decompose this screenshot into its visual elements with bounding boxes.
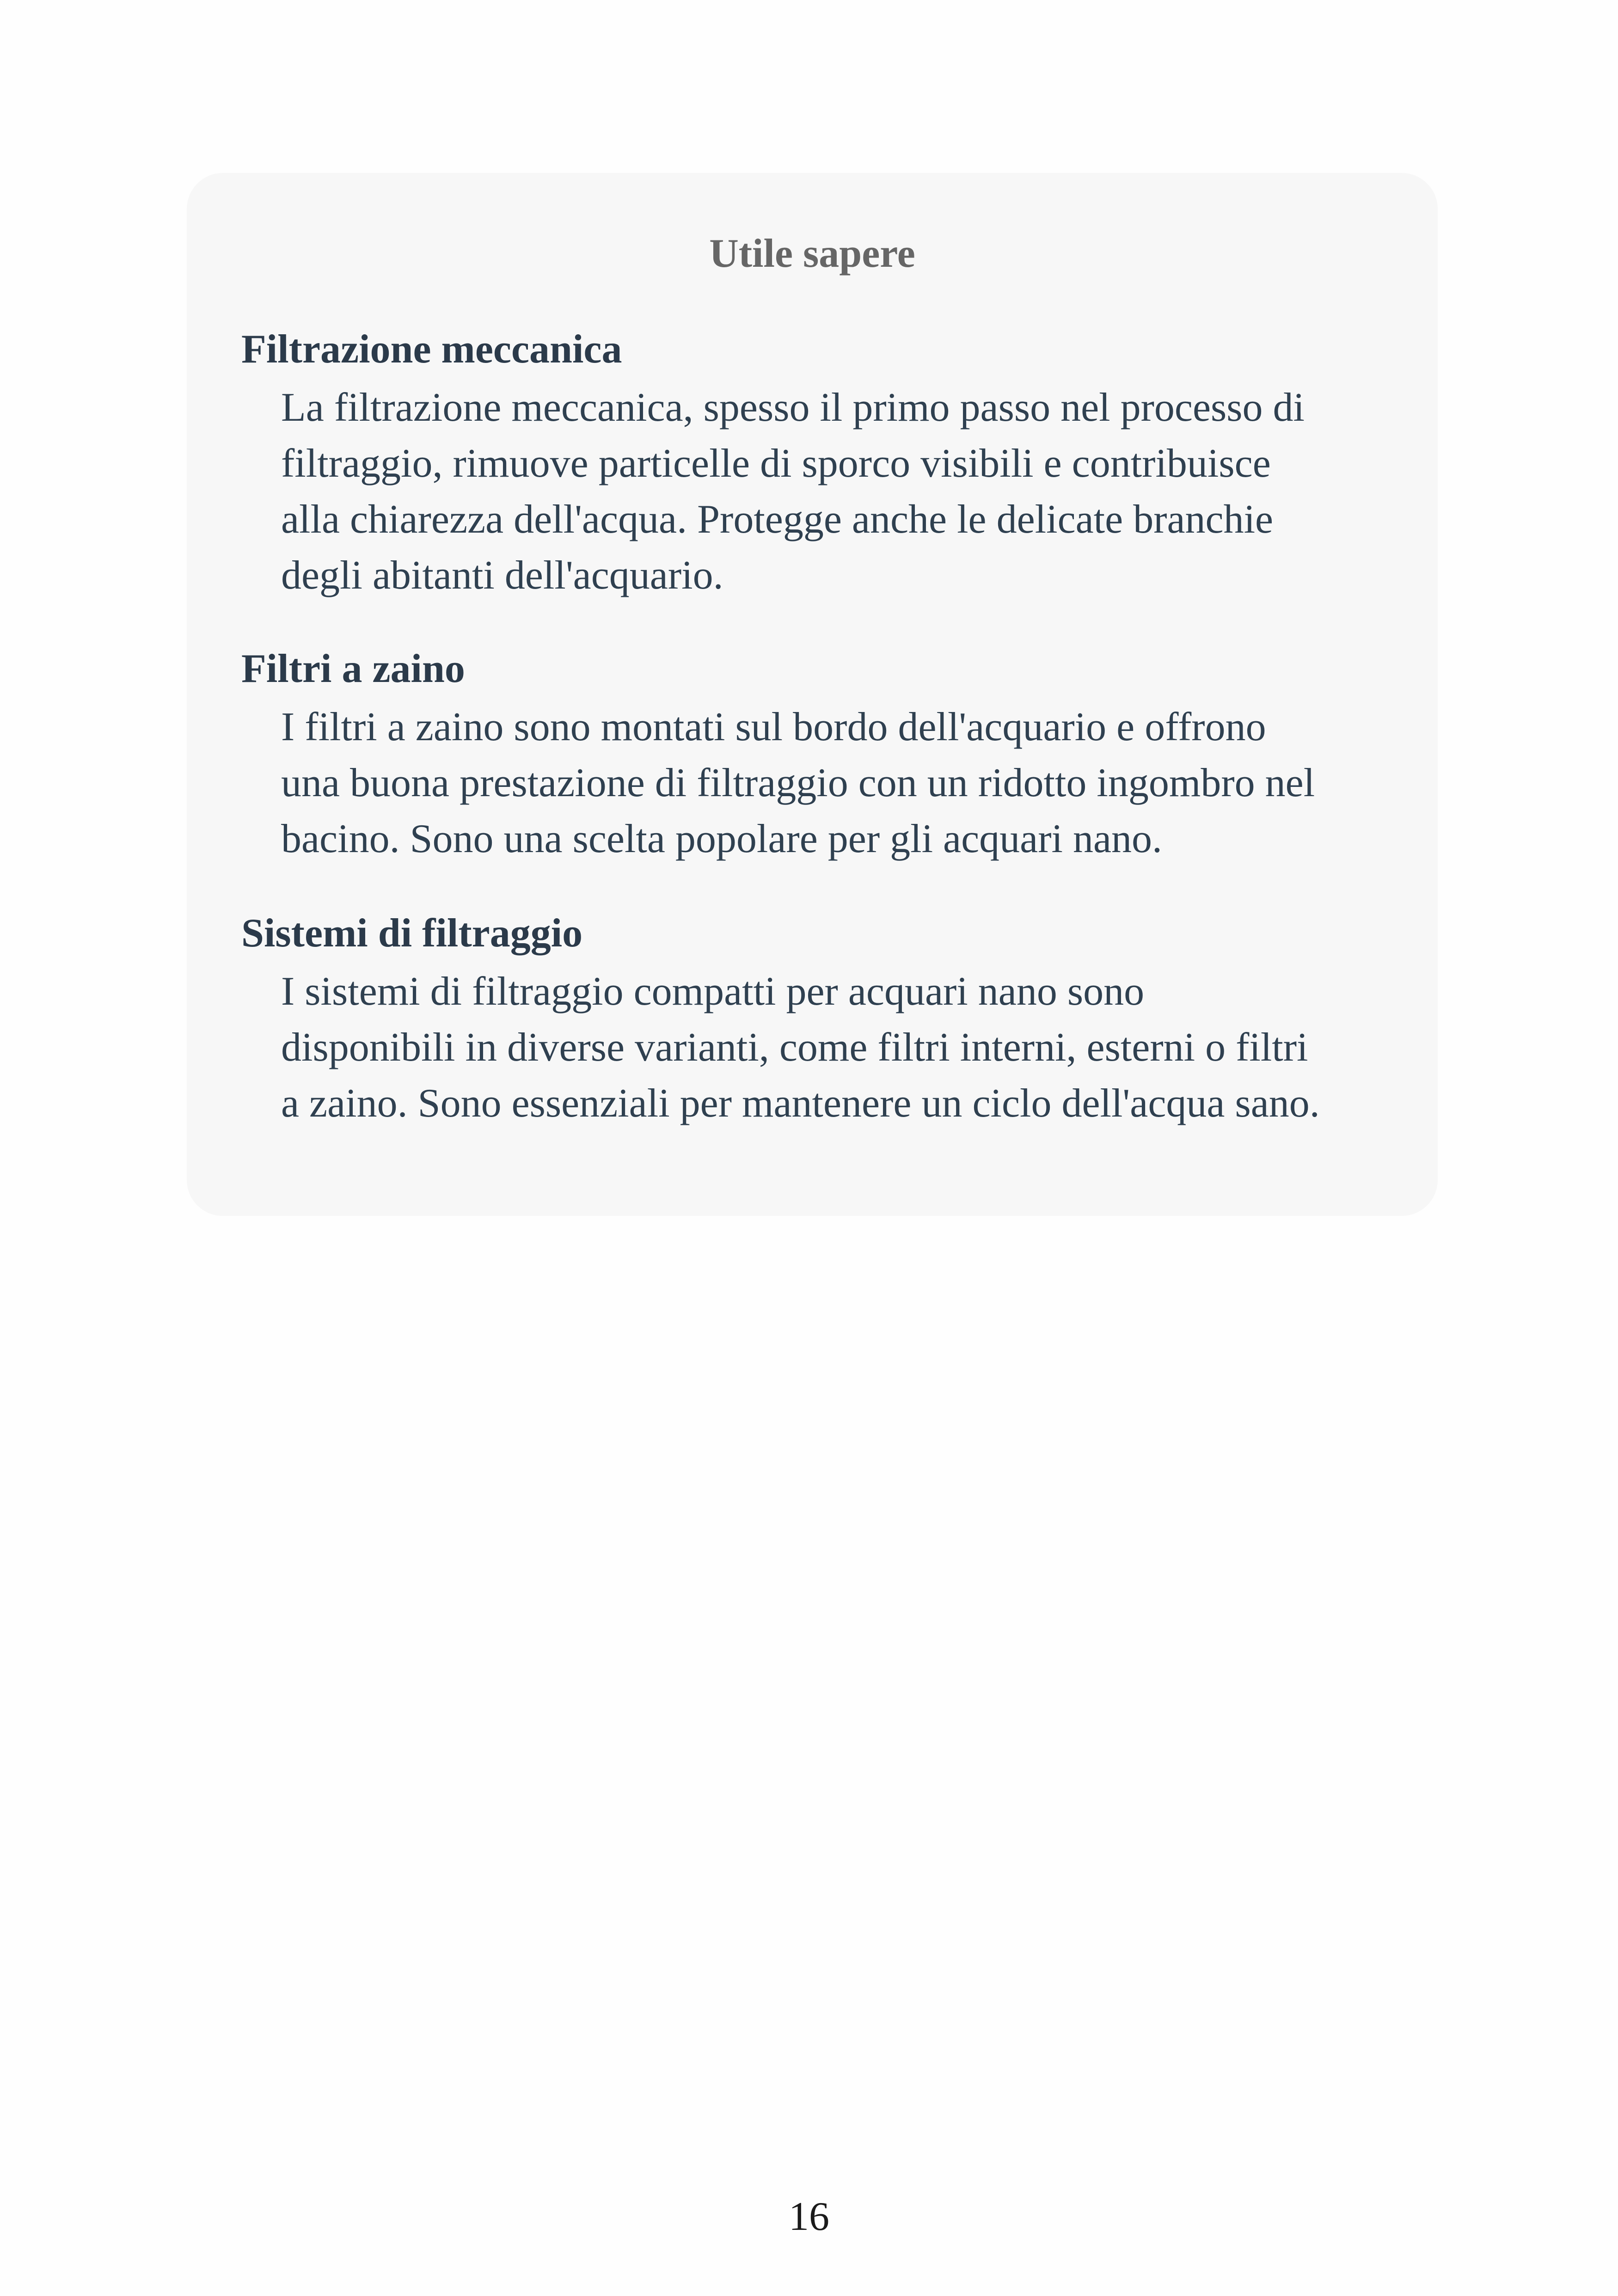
body-line: filtraggio, rimuove particelle di sporco visibili e contribuisce: [281, 441, 1271, 486]
body-line: a zaino. Sono essenziali per mantenere un ciclo dell'acqua sano.: [281, 1081, 1320, 1126]
body-line: I sistemi di filtraggio compatti per acquari nano sono: [281, 969, 1145, 1014]
page-number: 16: [789, 2194, 829, 2239]
body-line: bacino. Sono una scelta popolare per gli acquari nano.: [281, 816, 1163, 861]
info-box: [187, 173, 1438, 1216]
section-heading-filtri-a-zaino: Filtri a zaino: [241, 646, 465, 691]
section-heading-sistemi-di-filtraggio: Sistemi di filtraggio: [241, 911, 583, 956]
body-line: I filtri a zaino sono montati sul bordo dell'acquario e offrono: [281, 705, 1266, 749]
body-line: degli abitanti dell'acquario.: [281, 553, 723, 598]
body-line: La filtrazione meccanica, spesso il primo passo nel processo di: [281, 385, 1305, 430]
section-body-filtri-a-zaino: [281, 699, 1315, 867]
section-body-filtrazione-meccanica: [281, 380, 1305, 603]
body-line: una buona prestazione di filtraggio con un ridotto ingombro nel: [281, 761, 1315, 805]
body-line: disponibili in diverse varianti, come filtri interni, esterni o filtri: [281, 1025, 1308, 1070]
section-heading-filtrazione-meccanica: Filtrazione meccanica: [241, 327, 622, 372]
section-body-sistemi-di-filtraggio: [281, 964, 1320, 1131]
info-box-title: Utile sapere: [709, 231, 915, 276]
body-line: alla chiarezza dell'acqua. Protegge anche le delicate branchie: [281, 497, 1274, 542]
